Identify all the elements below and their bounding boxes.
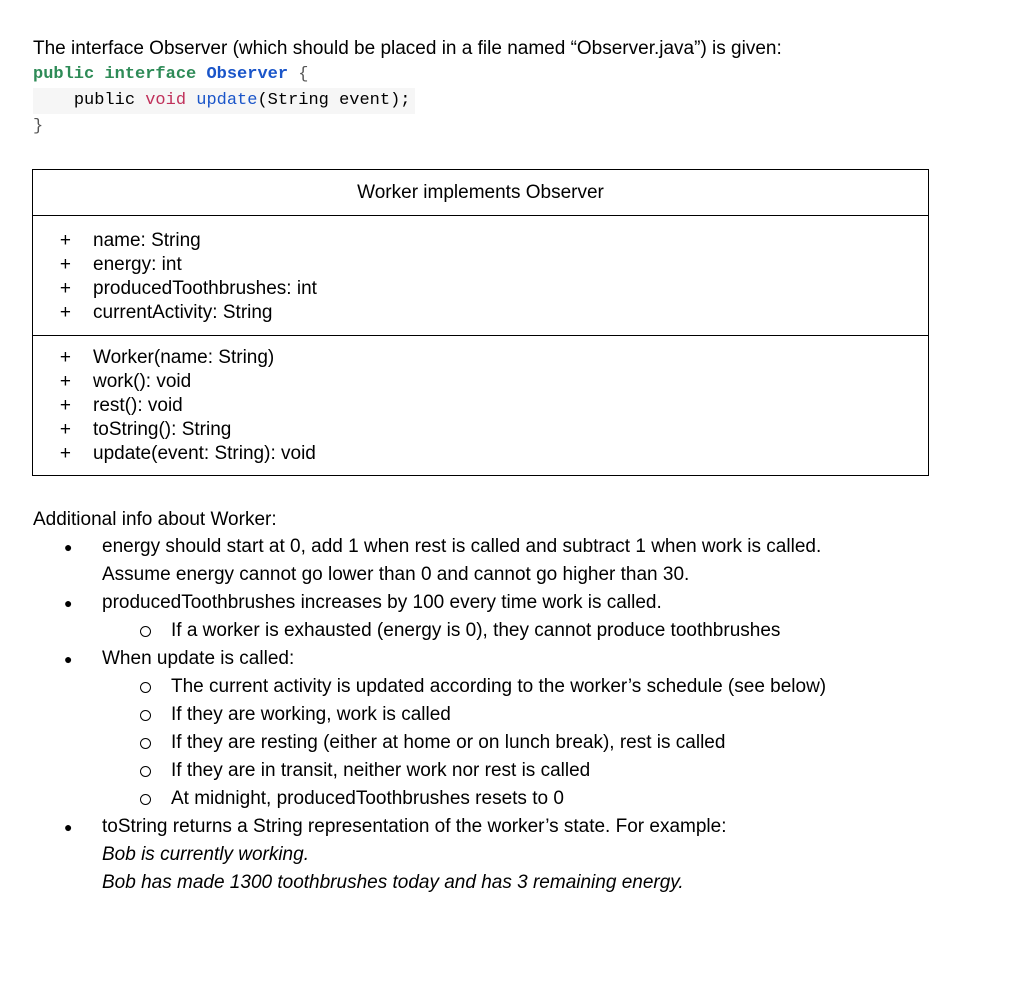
uml-operation [33, 394, 928, 418]
circle-bullet-icon [140, 682, 151, 693]
attribute-text: energy: int [93, 254, 182, 275]
open-brace: { [298, 65, 309, 84]
uml-attributes-section [33, 216, 928, 336]
visibility-marker: + [59, 347, 71, 368]
list-item-text: When update is called: [102, 648, 295, 669]
bullet-icon: ● [64, 819, 73, 835]
operation-text: Worker(name: String) [93, 347, 275, 368]
visibility-marker: + [59, 230, 71, 251]
sub-list-item-text: If they are resting (either at home or on lunch break), rest is called [171, 732, 726, 753]
method-return-type: void [145, 91, 187, 110]
sub-list-item-text: At midnight, producedToothbrushes resets to 0 [171, 788, 564, 809]
code-line-2 [33, 88, 415, 114]
code-block [33, 62, 415, 140]
uml-operation [33, 346, 928, 370]
visibility-marker: + [59, 302, 71, 323]
code-line-3 [33, 114, 415, 140]
visibility-marker: + [59, 395, 71, 416]
visibility-marker: + [59, 254, 71, 275]
operation-text: work(): void [93, 371, 192, 392]
keyword-public: public [33, 65, 95, 84]
attribute-text: producedToothbrushes: int [93, 278, 317, 299]
circle-bullet-icon [140, 710, 151, 721]
sub-list-item-text: If a worker is exhausted (energy is 0), they cannot produce toothbrushes [171, 620, 781, 641]
info-title: Additional info about Worker: [33, 509, 277, 530]
intro-text: The interface Observer (which should be placed in a file named “Observer.java”) is given: [33, 38, 782, 59]
uml-attribute [33, 253, 928, 277]
attribute-text: currentActivity: String [93, 302, 273, 323]
visibility-marker: + [59, 443, 71, 464]
sub-list-item-text: If they are working, work is called [171, 704, 451, 725]
example-text: Bob has made 1300 toothbrushes today and has 3 remaining energy. [102, 872, 684, 893]
bullet-icon: ● [64, 539, 73, 555]
method-modifier: public [73, 91, 136, 110]
circle-bullet-icon [140, 626, 151, 637]
uml-operation [33, 418, 928, 442]
sub-list-item-text: The current activity is updated according to the worker’s schedule (see below) [171, 676, 827, 697]
bullet-icon: ● [64, 651, 73, 667]
attribute-text: name: String [93, 230, 201, 251]
uml-class-title: Worker implements Observer [33, 170, 928, 216]
uml-operation [33, 442, 928, 466]
uml-attribute [33, 277, 928, 301]
uml-operations-section [33, 336, 928, 466]
method-name: update [196, 91, 258, 110]
uml-attribute [33, 301, 928, 325]
operation-text: rest(): void [93, 395, 183, 416]
method-params: (String event); [257, 91, 411, 110]
list-item-text: Assume energy cannot go lower than 0 and cannot go higher than 30. [102, 564, 690, 585]
list-item-text: producedToothbrushes increases by 100 every time work is called. [102, 592, 662, 613]
visibility-marker: + [59, 278, 71, 299]
example-text: Bob is currently working. [102, 844, 309, 865]
visibility-marker: + [59, 371, 71, 392]
operation-text: toString(): String [93, 419, 232, 440]
sub-list-item-text: If they are in transit, neither work nor rest is called [171, 760, 591, 781]
list-item-text: toString returns a String representation of the worker’s state. For example: [102, 816, 727, 837]
keyword-interface: interface [104, 65, 197, 84]
visibility-marker: + [59, 419, 71, 440]
uml-attribute [33, 229, 928, 253]
bullet-icon: ● [64, 595, 73, 611]
circle-bullet-icon [140, 738, 151, 749]
interface-name: Observer [206, 65, 289, 84]
operation-text: update(event: String): void [93, 443, 316, 464]
close-brace: } [33, 117, 44, 136]
uml-class-diagram [32, 169, 929, 476]
circle-bullet-icon [140, 766, 151, 777]
code-line-1 [33, 62, 415, 88]
uml-operation [33, 370, 928, 394]
list-item-text: energy should start at 0, add 1 when rest is called and subtract 1 when work is called. [102, 536, 822, 557]
circle-bullet-icon [140, 794, 151, 805]
